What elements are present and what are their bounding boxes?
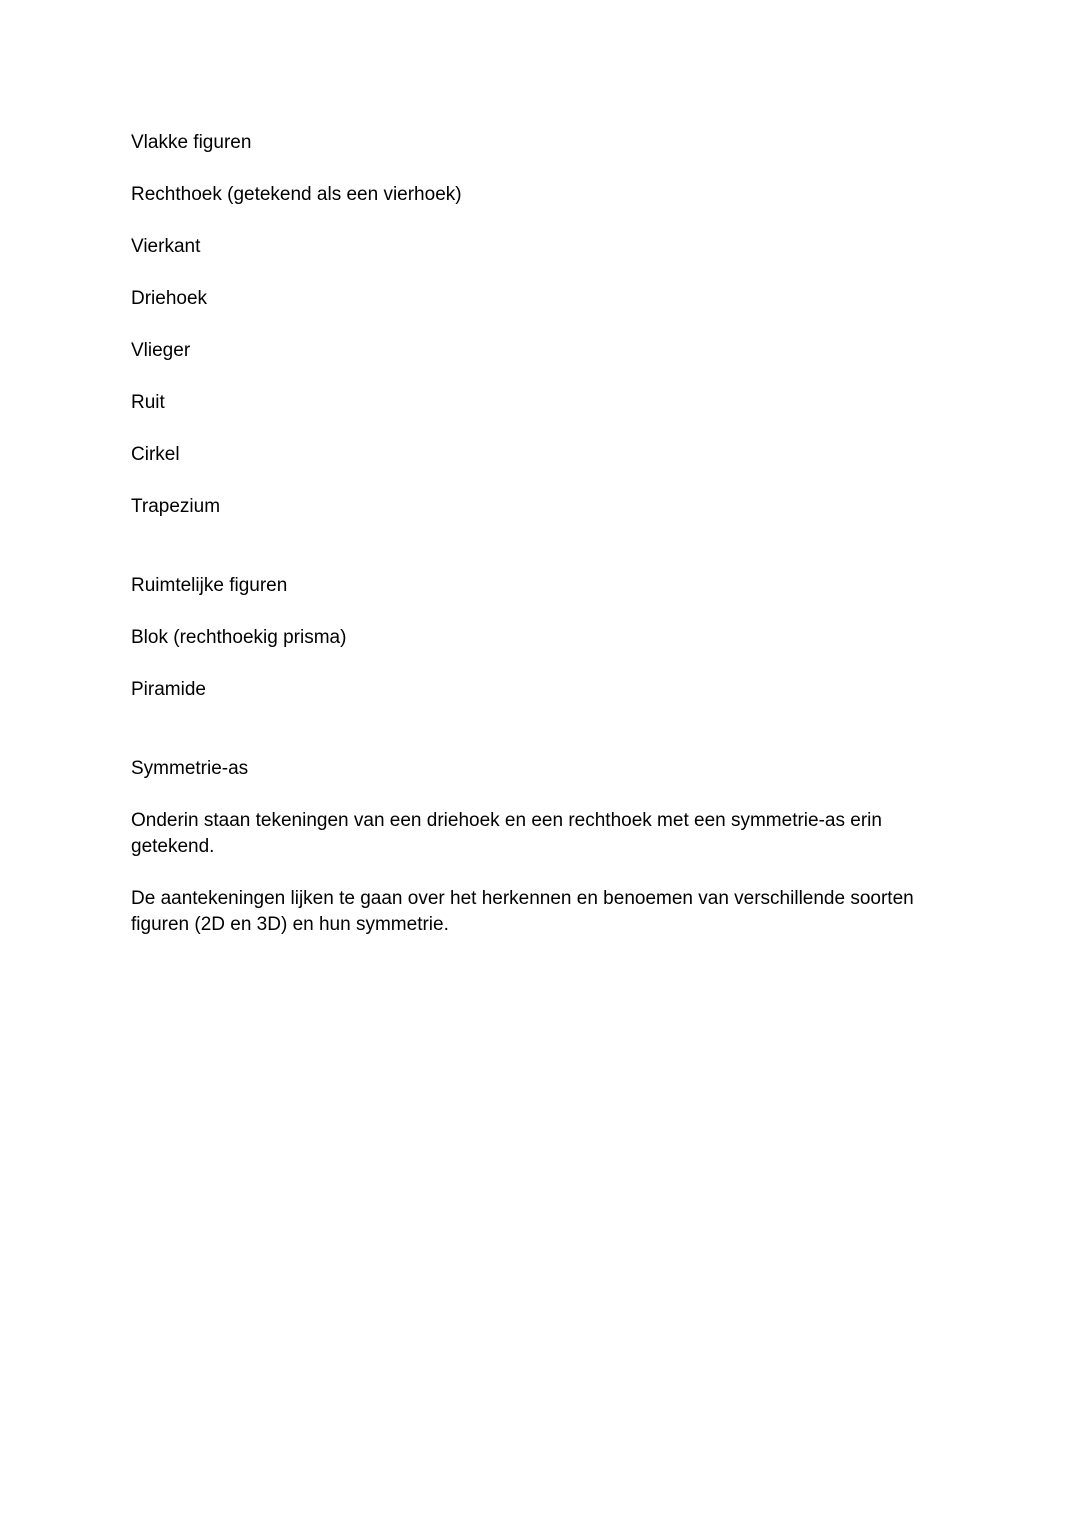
doc-paragraph-cirkel: Cirkel <box>131 444 180 465</box>
doc-paragraph-vierkant: Vierkant <box>131 236 201 257</box>
section-heading-vlakke-figuren: Vlakke figuren <box>131 132 252 153</box>
doc-paragraph-piramide: Piramide <box>131 679 206 700</box>
section-heading-ruimtelijke-figuren: Ruimtelijke figuren <box>131 575 288 596</box>
doc-paragraph-samenvatting: De aantekeningen lijken te gaan over het herkennen en benoemen van verschillende soorten figuren (2D en 3D) en hun symmetrie. <box>131 888 914 935</box>
section-heading-symmetrie-as: Symmetrie-as <box>131 758 249 779</box>
doc-paragraph-symmetrie-beschrijving: Onderin staan tekeningen van een driehoek en een rechthoek met een symmetrie-as erin getekend. <box>131 810 882 857</box>
doc-paragraph-ruit: Ruit <box>131 392 165 413</box>
doc-paragraph-trapezium: Trapezium <box>131 496 221 517</box>
doc-paragraph-driehoek: Driehoek <box>131 288 208 309</box>
doc-paragraph-blok: Blok (rechthoekig prisma) <box>131 627 347 648</box>
doc-paragraph-vlieger: Vlieger <box>131 340 191 361</box>
doc-paragraph-rechthoek: Rechthoek (getekend als een vierhoek) <box>131 184 462 205</box>
